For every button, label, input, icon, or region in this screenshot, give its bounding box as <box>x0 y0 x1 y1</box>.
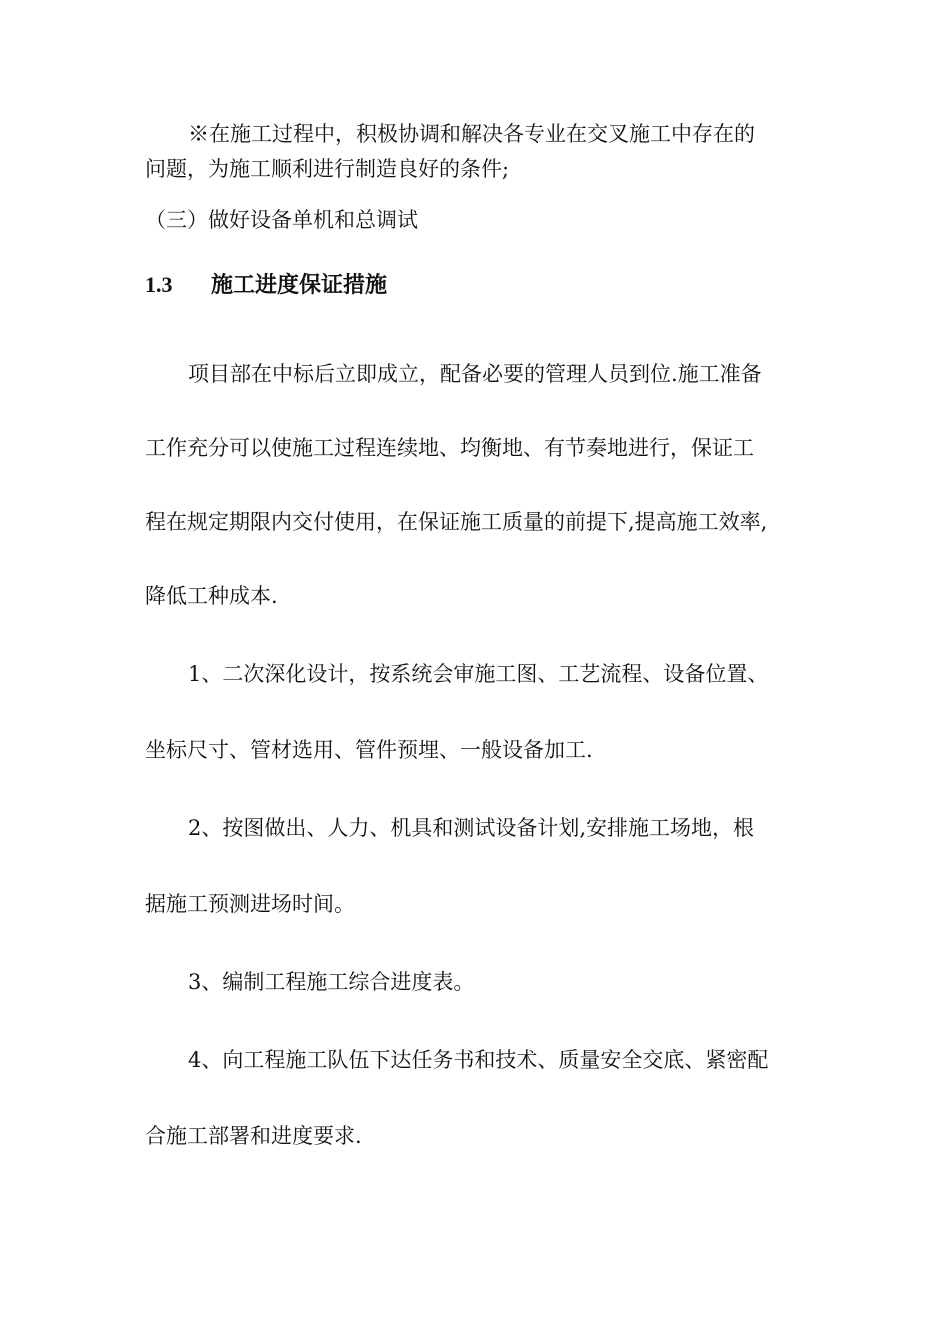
list-item-2-line-1: 2、按图做出、人力、机具和测试设备计划,安排施工场地，根 <box>188 816 755 840</box>
list-item-4-line-1: 4、向工程施工队伍下达任务书和技术、质量安全交底、紧密配 <box>188 1048 769 1072</box>
paragraph-line: 项目部在中标后立即成立，配备必要的管理人员到位.施工准备 <box>188 362 762 386</box>
section-number: 1.3 <box>145 272 173 297</box>
list-item-1-line-2: 坐标尺寸、管材选用、管件预埋、一般设备加工. <box>145 738 593 762</box>
intro-line-2: 问题，为施工顺利进行制造良好的条件; <box>145 157 510 181</box>
paragraph-line: 工作充分可以使施工过程连续地、均衡地、有节奏地进行，保证工 <box>145 436 754 460</box>
paragraph-line: 降低工种成本. <box>145 584 278 608</box>
section-title: 施工进度保证措施 <box>211 272 388 298</box>
intro-line-3: （三）做好设备单机和总调试 <box>145 208 418 232</box>
intro-line-1: ※在施工过程中，积极协调和解决各专业在交叉施工中存在的 <box>188 122 755 146</box>
list-item-4-line-2: 合施工部署和进度要求. <box>145 1124 362 1148</box>
list-item-3-line-1: 3、编制工程施工综合进度表。 <box>188 970 475 994</box>
paragraph-line: 程在规定期限内交付使用，在保证施工质量的前提下,提高施工效率, <box>145 510 768 534</box>
list-item-1-line-1: 1、二次深化设计，按系统会审施工图、工艺流程、设备位置、 <box>188 662 769 686</box>
list-item-2-line-2: 据施工预测进场时间。 <box>145 892 355 916</box>
section-heading <box>145 268 825 299</box>
